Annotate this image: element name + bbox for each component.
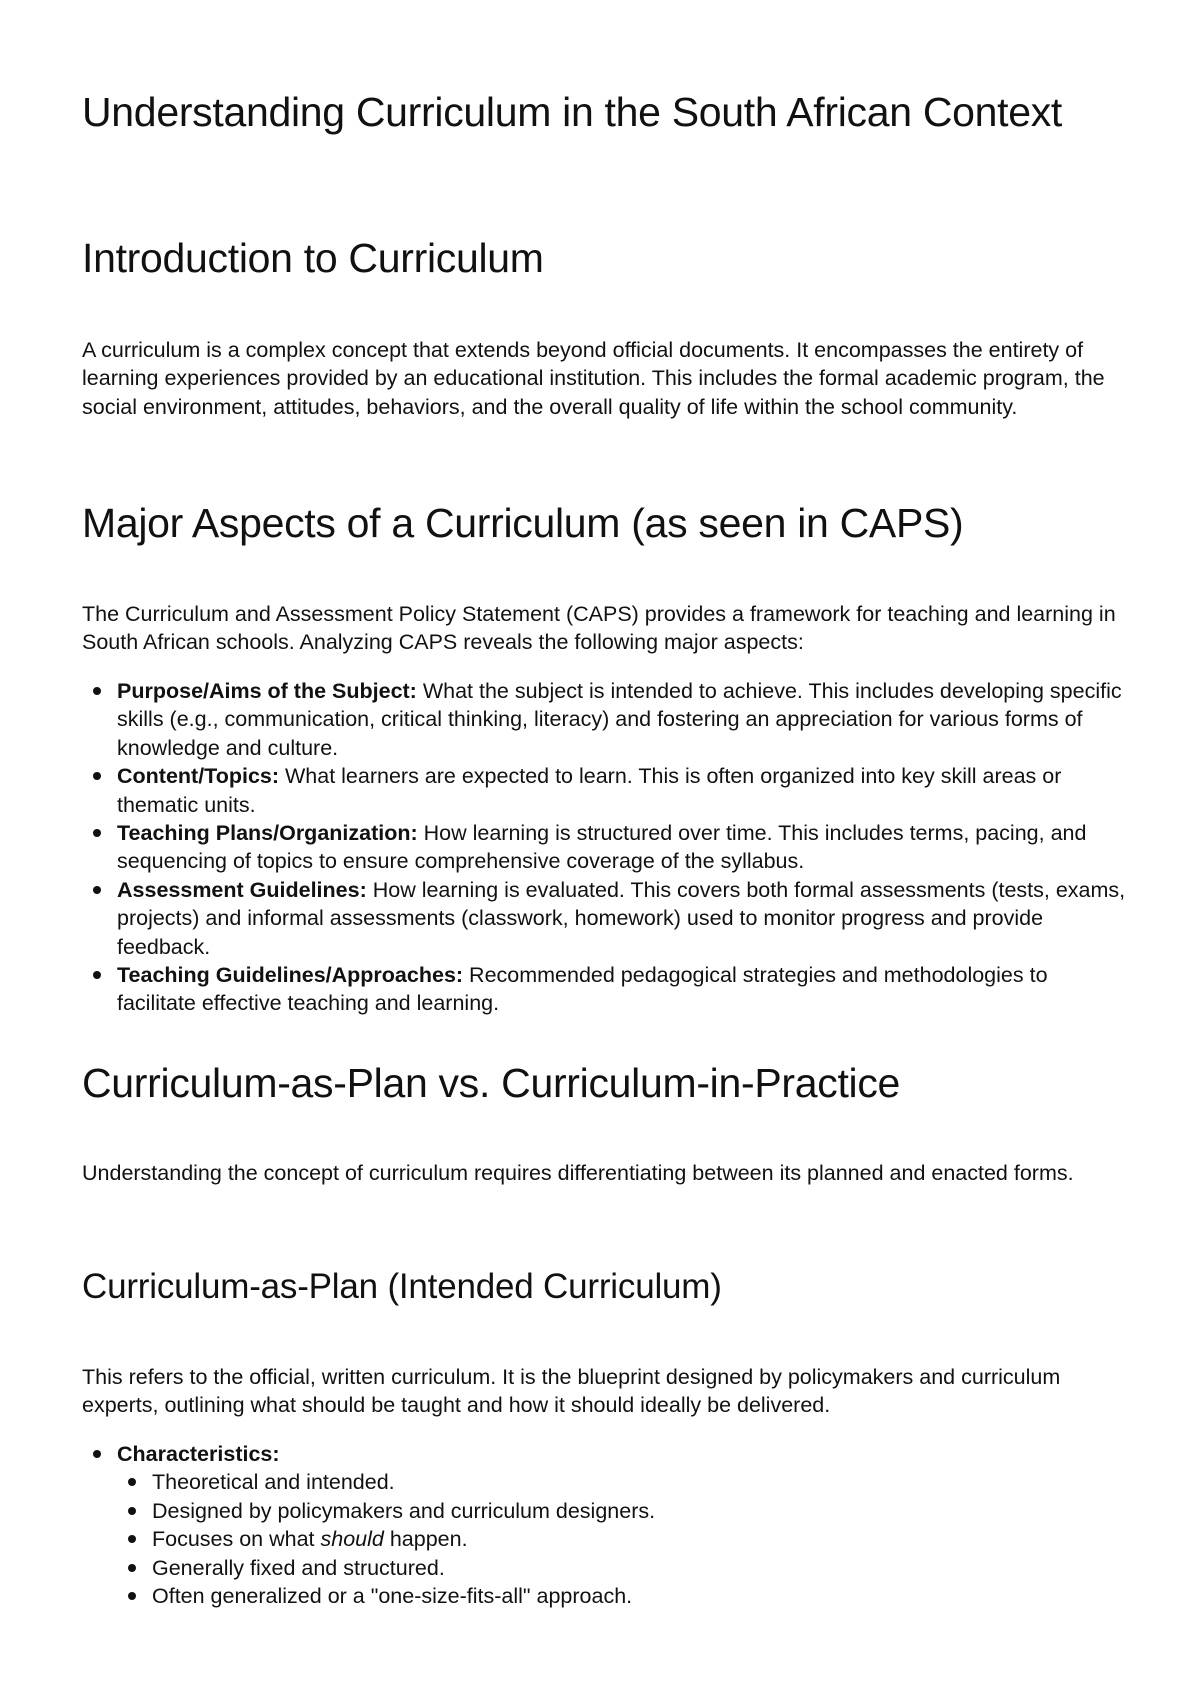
list-item-characteristics xyxy=(82,1440,1132,1610)
heading-introduction: Introduction to Curriculum xyxy=(82,235,544,281)
list-item-text: happen. xyxy=(383,1527,468,1552)
list-item-term: Teaching Guidelines/Approaches: xyxy=(117,963,464,988)
list-item-text: What the subject is intended to achieve. This includes developing specific skills (e.g., communication, critical thinking, literacy) and fostering an appreciation for various forms of knowledge and culture. xyxy=(117,679,1122,760)
list-item: Generally fixed and structured. xyxy=(117,1554,1132,1582)
list-item xyxy=(82,677,1132,762)
plan-vs-practice-paragraph: Understanding the concept of curriculum requires differentiating between its planned and enacted forms. xyxy=(82,1161,1074,1185)
list-item-text: Recommended pedagogical strategies and methodologies to facilitate effective teaching and learning. xyxy=(117,963,1048,1016)
emphasis-text: should xyxy=(320,1527,384,1552)
characteristics-sublist xyxy=(117,1468,1132,1610)
list-item: Designed by policymakers and curriculum designers. xyxy=(117,1497,1132,1525)
curriculum-as-plan-paragraph: This refers to the official, written curriculum. It is the blueprint designed by policymakers and curriculum experts, outlining what should be taught and how it should ideally be delivered. xyxy=(82,1365,1061,1418)
list-item xyxy=(82,819,1132,876)
list-item: Theoretical and intended. xyxy=(117,1468,1132,1496)
characteristics-list xyxy=(82,1440,1132,1610)
aspects-paragraph: The Curriculum and Assessment Policy Statement (CAPS) provides a framework for teaching and learning in South African schools. Analyzing CAPS reveals the following major aspects: xyxy=(82,602,1116,655)
intro-paragraph: A curriculum is a complex concept that extends beyond official documents. It encompasses the entirety of learning experiences provided by an educational institution. This includes the formal academic program, the social environment, attitudes, behaviors, and the overall quality of life within the school community. xyxy=(82,338,1105,419)
list-item xyxy=(82,961,1132,1018)
document-title: Understanding Curriculum in the South African Context xyxy=(82,89,1063,135)
heading-plan-vs-practice: Curriculum-as-Plan vs. Curriculum-in-Practice xyxy=(82,1060,901,1106)
heading-curriculum-as-plan: Curriculum-as-Plan (Intended Curriculum) xyxy=(82,1267,722,1306)
list-item xyxy=(82,762,1132,819)
characteristics-label: Characteristics: xyxy=(117,1442,280,1466)
list-item-term: Assessment Guidelines: xyxy=(117,877,367,902)
list-item-term: Teaching Plans/Organization: xyxy=(117,821,418,846)
list-item-text: How learning is evaluated. This covers both formal assessments (tests, exams, projects) and informal assessments (classwork, homework) used to monitor progress and provide feedback. xyxy=(117,877,1126,959)
list-item-text: Focuses on what xyxy=(152,1527,321,1552)
heading-major-aspects: Major Aspects of a Curriculum (as seen in CAPS) xyxy=(82,500,964,546)
list-item-term: Content/Topics: xyxy=(117,764,280,789)
list-item-term: Purpose/Aims of the Subject: xyxy=(117,679,417,703)
list-item xyxy=(82,876,1132,961)
aspects-list xyxy=(82,677,1132,1018)
list-item-text: What learners are expected to learn. This is often organized into key skill areas or thematic units. xyxy=(117,764,1062,817)
list-item xyxy=(117,1525,1132,1553)
list-item-text: How learning is structured over time. This includes terms, pacing, and sequencing of topics to ensure comprehensive coverage of the syllabus. xyxy=(117,821,1087,874)
list-item: Often generalized or a "one-size-fits-all" approach. xyxy=(117,1582,1132,1610)
